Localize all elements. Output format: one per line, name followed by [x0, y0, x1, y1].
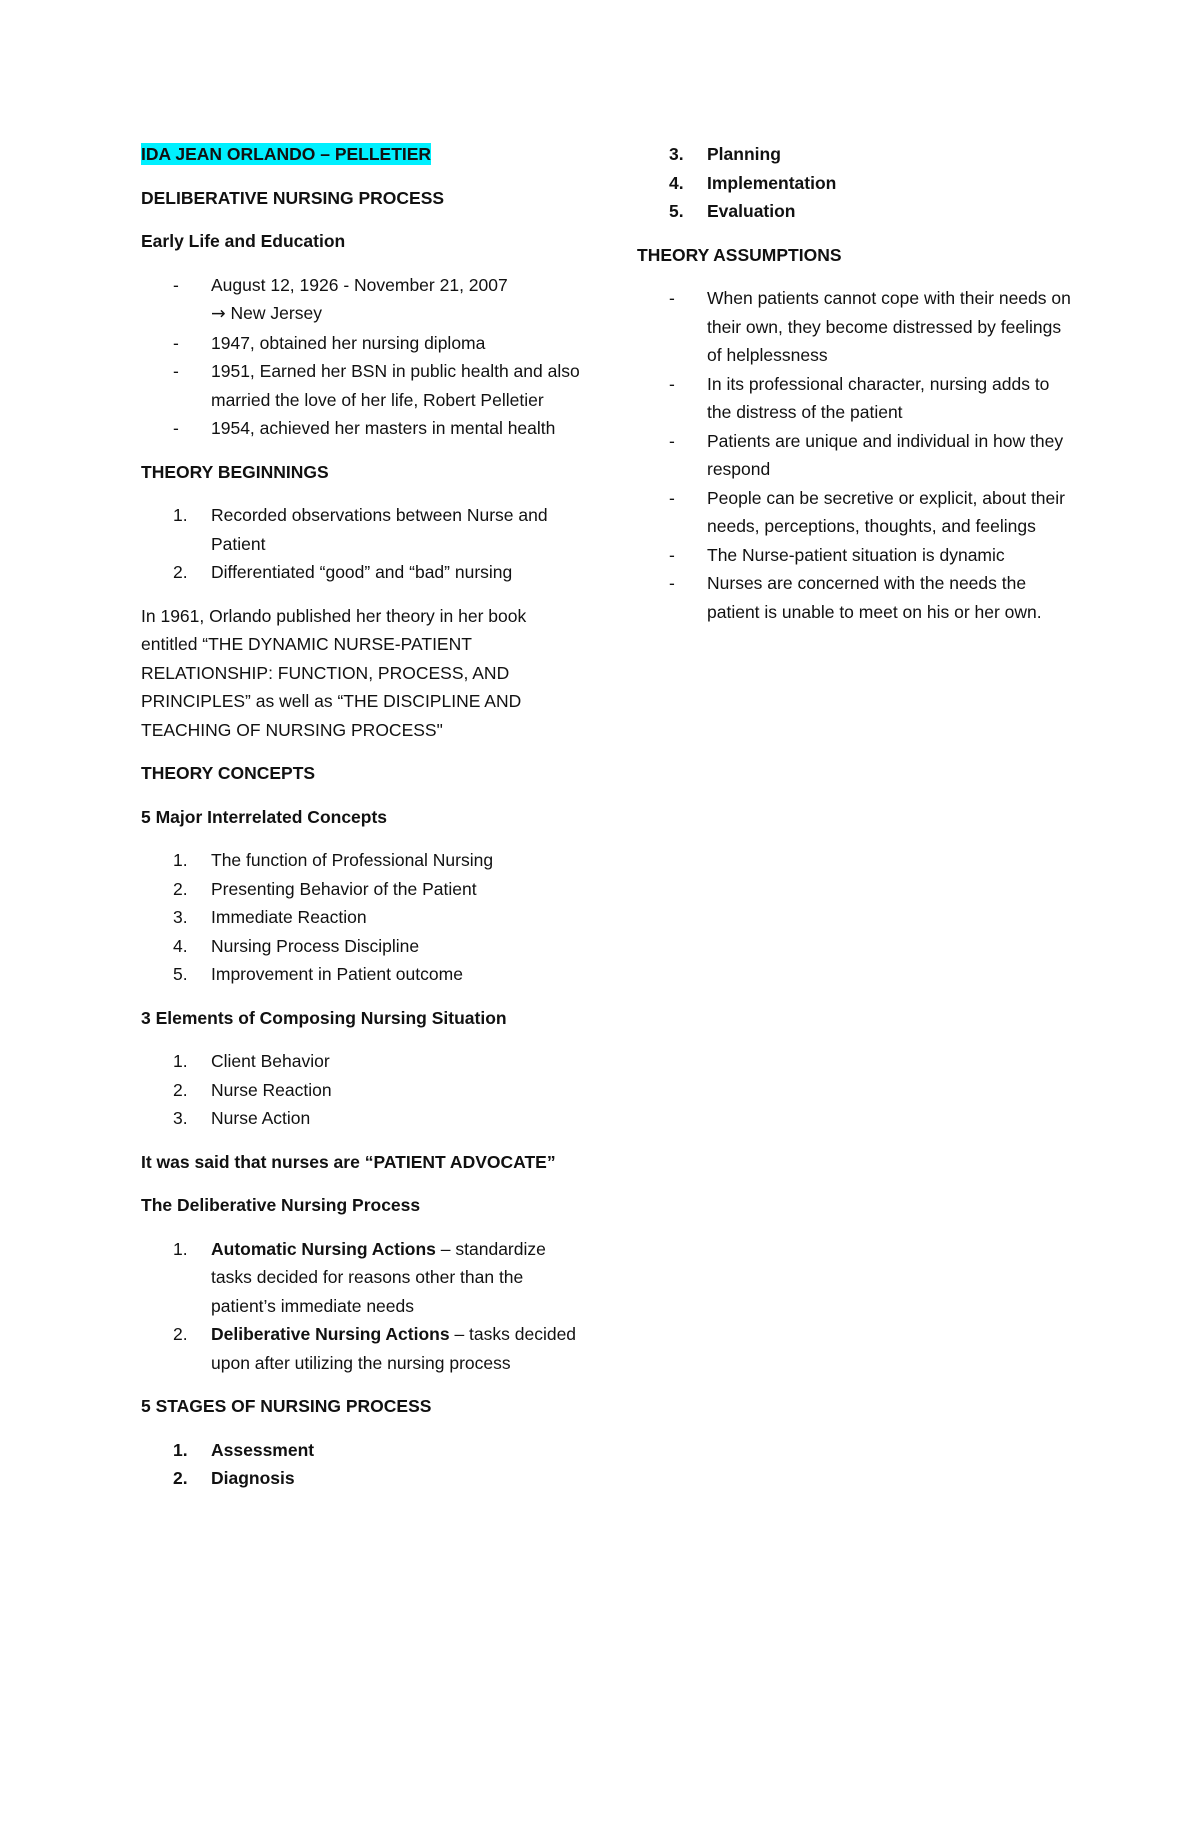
right-column — [637, 140, 1077, 641]
list-item: 2. Deliberative Nursing Actions – tasks decided upon after utilizing the nursing process — [173, 1324, 577, 1373]
publication-paragraph: In 1961, Orlando published her theory in her book entitled “THE DYNAMIC NURSE-PATIENT RELATIONSHIP: FUNCTION, PROCESS, AND PRINCIPLES” as well as “THE DISCIPLINE AND TEACHING OF NURSING PROCESS" — [141, 605, 527, 740]
list-item: 3. Immediate Reaction — [173, 907, 367, 927]
theory-concepts-heading: THEORY CONCEPTS — [141, 763, 316, 783]
list-item: 1. The function of Professional Nursing — [173, 850, 494, 870]
list-item: - The Nurse-patient situation is dynamic — [669, 544, 1005, 565]
list-item: 1. Automatic Nursing Actions – standardize tasks decided for reasons other than the patient’s immediate needs — [173, 1238, 546, 1316]
list-item: 3. Planning — [669, 144, 781, 164]
list-item: 1. Client Behavior — [173, 1051, 330, 1071]
list-item: - August 12, 1926 - November 21, 2007 → New Jersey — [173, 274, 508, 324]
list-item: - Nurses are concerned with the needs the patient is unable to meet on his or her own. — [669, 573, 1042, 622]
list-item: - 1947, obtained her nursing diploma — [173, 332, 486, 353]
theory-beginnings-heading: THEORY BEGINNINGS — [141, 461, 329, 482]
patient-advocate-statement: It was said that nurses are “PATIENT ADVOCATE” — [141, 1151, 556, 1172]
three-elements-heading: 3 Elements of Composing Nursing Situation — [141, 1007, 507, 1028]
early-life-heading: Early Life and Education — [141, 231, 346, 251]
list-item: - When patients cannot cope with their needs on their own, they become distressed by feelings of helplessness — [669, 288, 1071, 365]
three-elements-list — [141, 1047, 581, 1133]
early-life-list — [141, 271, 581, 443]
list-item: 4. Implementation — [669, 172, 837, 193]
theory-assumptions-heading: THEORY ASSUMPTIONS — [637, 244, 842, 265]
list-item: - 1951, Earned her BSN in public health and also married the love of her life, Robert Pelletier — [173, 361, 580, 410]
list-item: - People can be secretive or explicit, about their needs, perceptions, thoughts, and feelings — [669, 487, 1065, 536]
list-item: 1. Recorded observations between Nurse and Patient — [173, 505, 548, 554]
list-item: 2. Diagnosis — [173, 1468, 295, 1488]
document-subtitle: DELIBERATIVE NURSING PROCESS — [141, 187, 445, 208]
deliberative-process-list — [141, 1235, 581, 1378]
stages-list — [141, 1436, 581, 1493]
list-item: 5. Evaluation — [669, 201, 796, 221]
list-item: - Patients are unique and individual in how they respond — [669, 430, 1064, 479]
left-column — [141, 140, 581, 1508]
list-item: 2. Presenting Behavior of the Patient — [173, 878, 477, 899]
deliberative-process-heading: The Deliberative Nursing Process — [141, 1195, 421, 1215]
list-item: 2. Nurse Reaction — [173, 1079, 332, 1100]
list-item: 2. Differentiated “good” and “bad” nursing — [173, 562, 513, 582]
major-concepts-heading: 5 Major Interrelated Concepts — [141, 806, 388, 827]
stages-heading: 5 STAGES OF NURSING PROCESS — [141, 1396, 432, 1416]
list-item: 3. Nurse Action — [173, 1108, 311, 1128]
theory-assumptions-list — [637, 284, 1077, 626]
list-item: 5. Improvement in Patient outcome — [173, 964, 463, 984]
list-item: 4. Nursing Process Discipline — [173, 935, 420, 956]
list-item: - In its professional character, nursing adds to the distress of the patient — [669, 373, 1050, 422]
list-item: - 1954, achieved her masters in mental health — [173, 418, 556, 438]
arrow-right-icon: → — [211, 304, 226, 324]
stages-list-continued — [637, 140, 1077, 226]
major-concepts-list — [141, 846, 581, 989]
list-item: 1. Assessment — [173, 1439, 315, 1460]
theory-beginnings-list — [141, 501, 581, 587]
document-title: IDA JEAN ORLANDO – PELLETIER — [141, 144, 432, 164]
